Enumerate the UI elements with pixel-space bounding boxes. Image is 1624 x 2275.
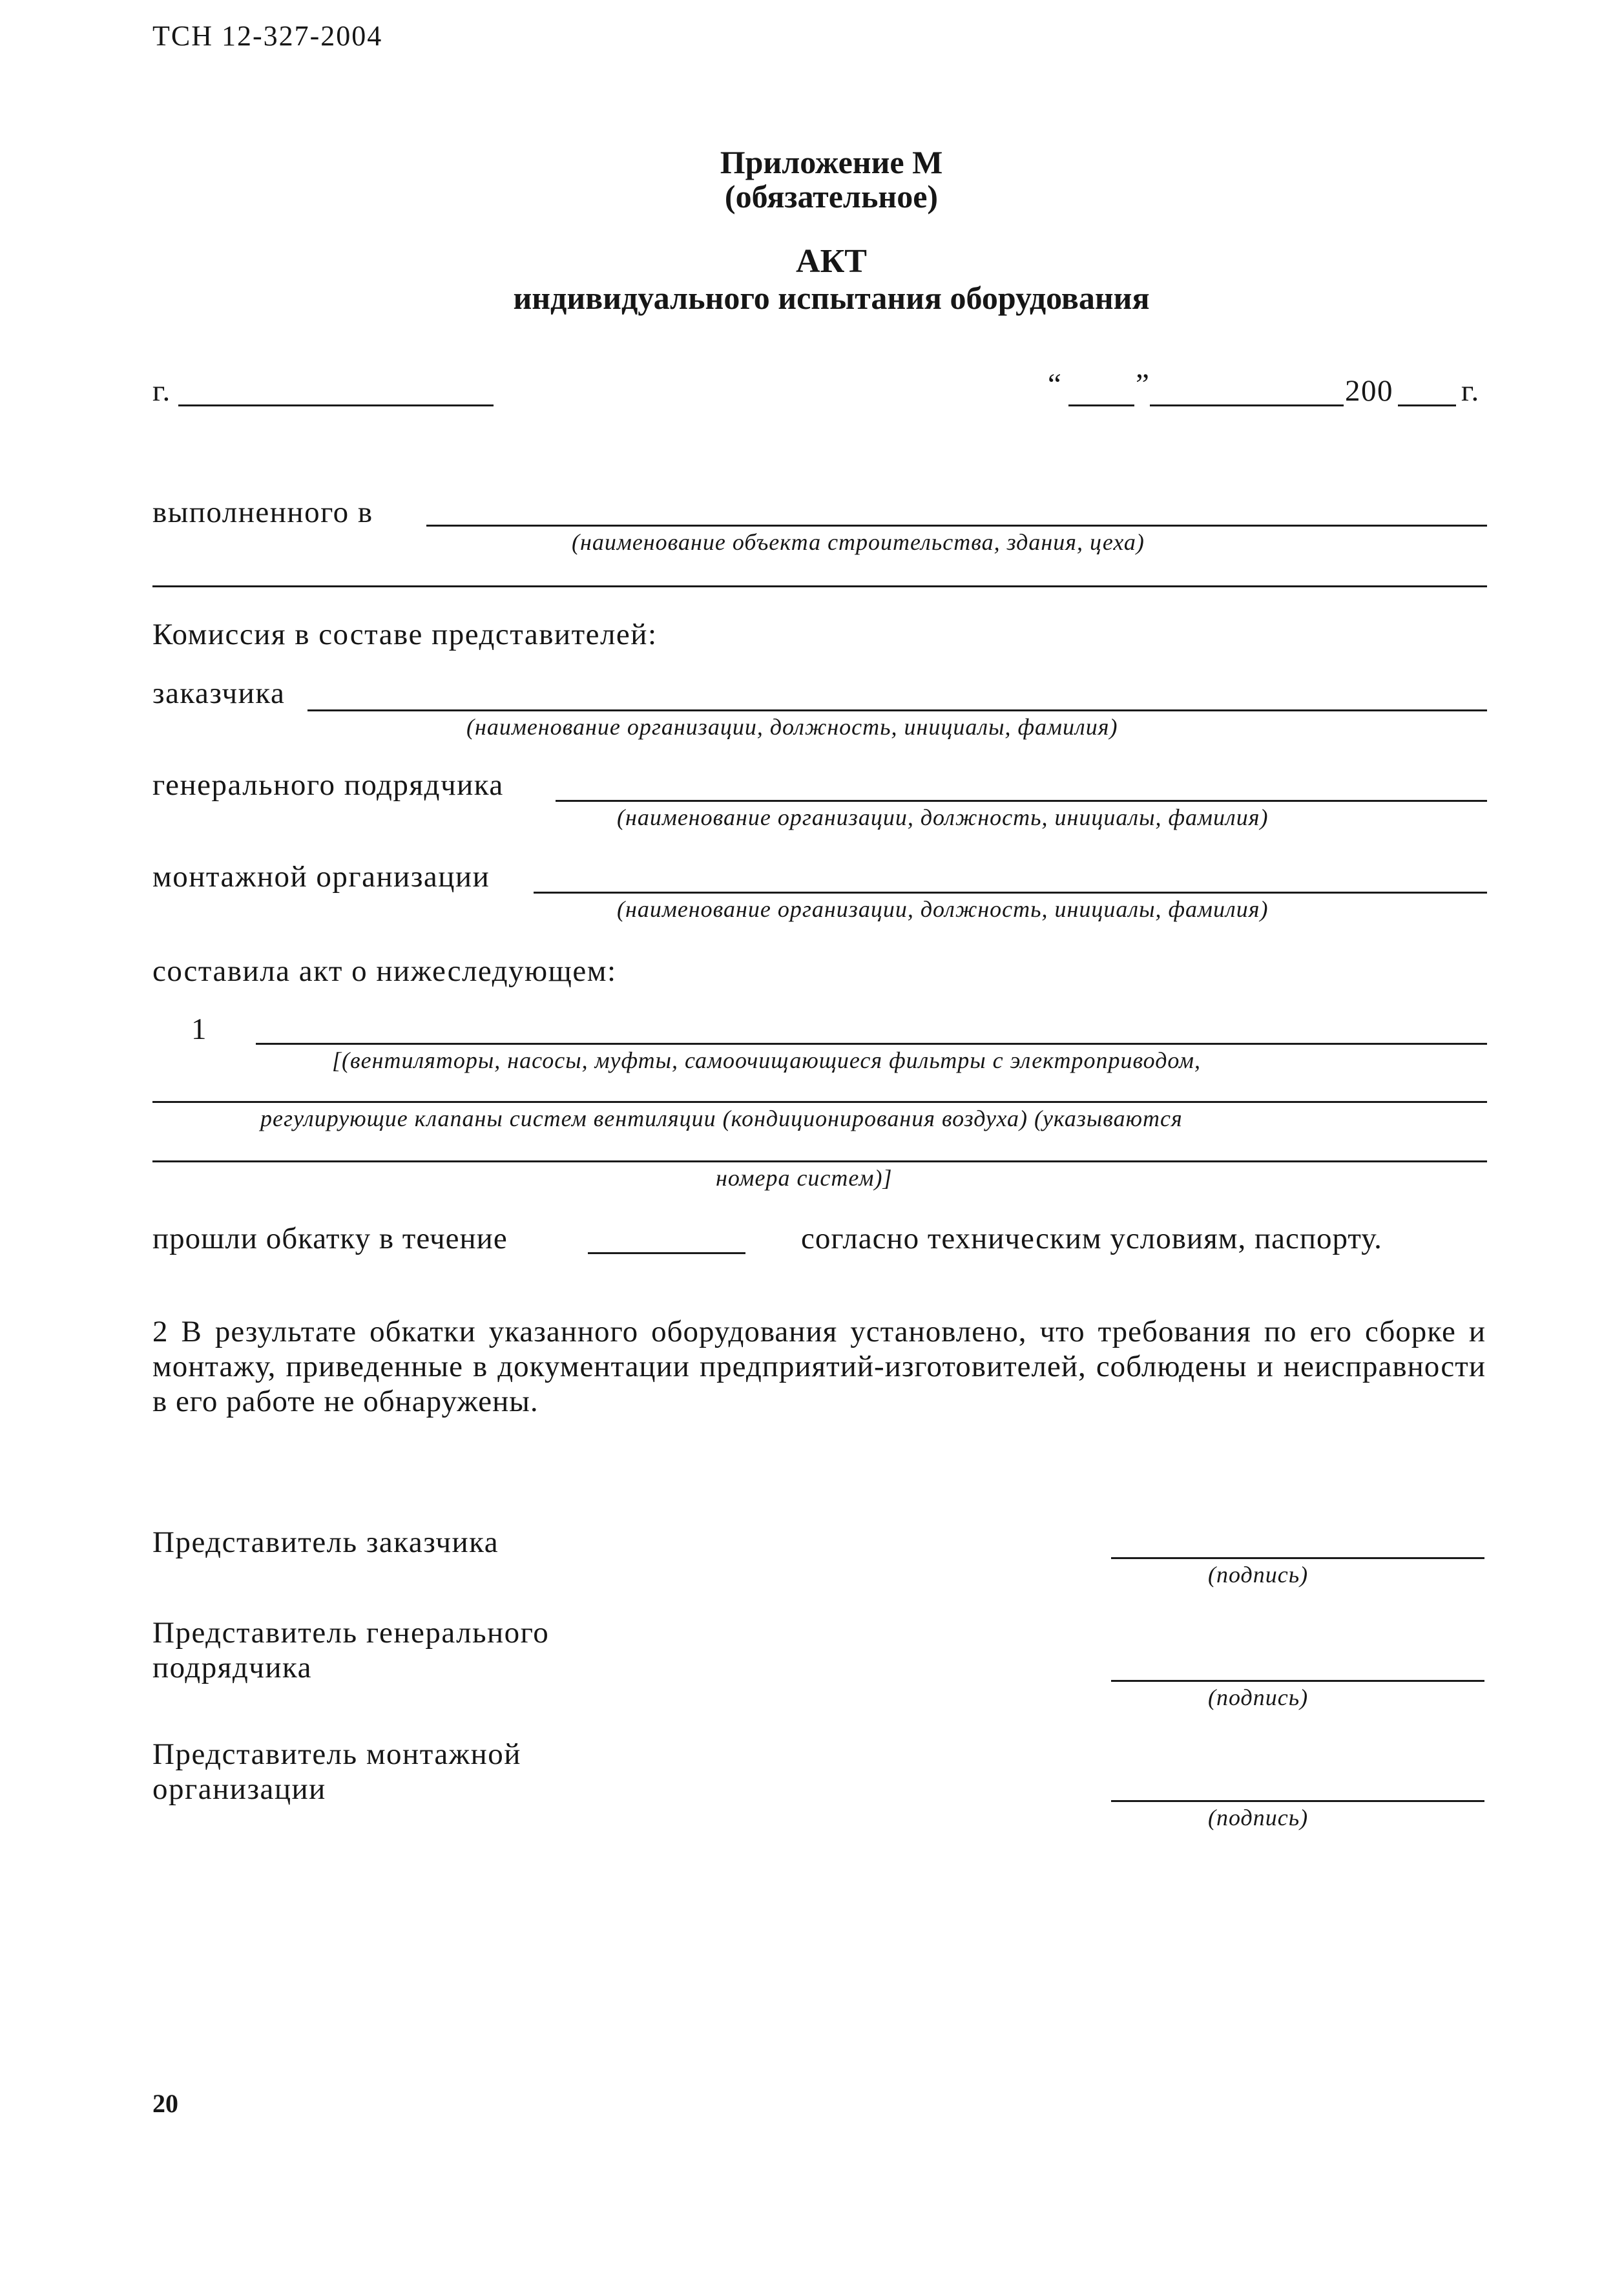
object-hint: (наименование объекта строительства, здания, цеха): [572, 529, 1145, 555]
general-contractor-field[interactable]: [556, 800, 1487, 802]
item-1-number: 1: [191, 1012, 207, 1046]
appendix-status: (обязательное): [724, 178, 939, 215]
customer-signature-hint: (подпись): [1208, 1562, 1309, 1588]
mounting-signature-hint: (подпись): [1208, 1805, 1309, 1830]
runin-text-before: прошли обкатку в течение: [152, 1222, 508, 1255]
general-rep-label-line2: подрядчика: [152, 1651, 313, 1684]
runin-duration-field[interactable]: [588, 1252, 745, 1254]
compiled-statement: составила акт о нижеследующем:: [152, 954, 617, 988]
mounting-signature-field[interactable]: [1111, 1800, 1484, 1802]
quote-open: “: [1048, 368, 1063, 401]
day-field[interactable]: [1068, 404, 1134, 406]
mounting-org-label: монтажной организации: [152, 860, 490, 894]
equipment-hint-1: [(вентиляторы, насосы, муфты, самоочищающиеся фильтры с электроприводом,: [332, 1047, 1202, 1073]
year-field[interactable]: [1398, 404, 1456, 406]
equipment-hint-2: регулирующие клапаны систем вентиляции (кондиционирования воздуха) (указываются: [260, 1106, 1183, 1131]
page-number: 20: [152, 2089, 178, 2118]
performed-label: выполненного в: [152, 496, 373, 529]
customer-label: заказчика: [152, 676, 286, 710]
month-field[interactable]: [1150, 404, 1344, 406]
equipment-field-1[interactable]: [256, 1043, 1487, 1045]
general-signature-field[interactable]: [1111, 1680, 1484, 1682]
general-contractor-label: генерального подрядчика: [152, 768, 504, 802]
customer-field[interactable]: [307, 709, 1487, 711]
item-2-paragraph: 2 В результате обкатки указанного оборудования установлено, что требования по его сборке и монтажу, приведенные в документации предприятий-изготовителей, соблюдены и неисправности в его работе не обнаружены.: [152, 1315, 1486, 1418]
mounting-org-hint: (наименование организации, должность, инициалы, фамилия): [617, 896, 1269, 922]
general-contractor-hint: (наименование организации, должность, инициалы, фамилия): [617, 804, 1269, 830]
act-title: АКТ: [796, 243, 867, 280]
year-suffix: г.: [1461, 374, 1480, 408]
mounting-rep-label-line2: организации: [152, 1772, 326, 1806]
mounting-org-field[interactable]: [534, 892, 1487, 894]
commission-intro: Комиссия в составе представителей:: [152, 618, 658, 651]
customer-rep-label: Представитель заказчика: [152, 1525, 499, 1559]
general-signature-hint: (подпись): [1208, 1684, 1309, 1710]
document-code: ТСН 12-327-2004: [152, 20, 383, 52]
object-field[interactable]: [426, 525, 1487, 527]
year-prefix: 200: [1345, 374, 1393, 408]
city-field[interactable]: [178, 404, 494, 406]
equipment-field-2[interactable]: [152, 1101, 1487, 1103]
customer-hint: (наименование организации, должность, инициалы, фамилия): [466, 714, 1118, 740]
mounting-rep-label-line1: Представитель монтажной: [152, 1737, 521, 1771]
runin-text-after: согласно техническим условиям, паспорту.: [801, 1222, 1382, 1255]
city-label: г.: [152, 374, 171, 408]
equipment-hint-3: номера систем)]: [716, 1165, 893, 1191]
appendix-title: Приложение М: [720, 144, 943, 180]
customer-signature-field[interactable]: [1111, 1557, 1484, 1559]
general-rep-label-line1: Представитель генерального: [152, 1616, 550, 1650]
equipment-field-3[interactable]: [152, 1160, 1487, 1162]
quote-close: ”: [1136, 368, 1150, 401]
act-subject: индивидуального испытания оборудования: [513, 280, 1150, 316]
object-field-continued[interactable]: [152, 585, 1487, 587]
